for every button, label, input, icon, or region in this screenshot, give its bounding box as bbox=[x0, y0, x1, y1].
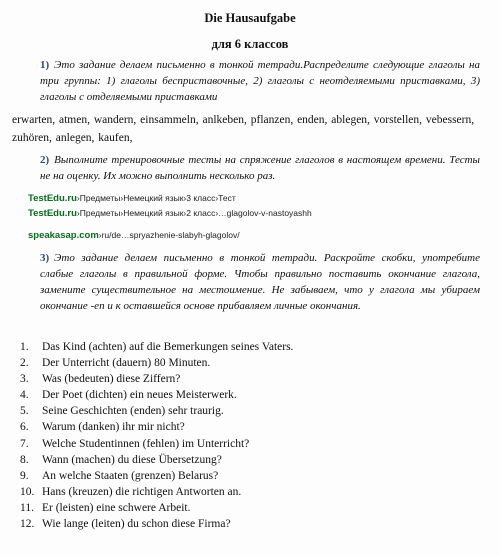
item-number: 7. bbox=[20, 437, 29, 450]
item-number: 4. bbox=[20, 389, 29, 402]
item-number: 10. bbox=[20, 485, 35, 498]
item-text: Wie lange (leiten) du schon diese Firma? bbox=[42, 518, 231, 531]
list-item bbox=[20, 387, 480, 403]
item-number: 2. bbox=[20, 357, 29, 370]
task-1 bbox=[40, 57, 480, 105]
item-text: Der Unterricht (dauern) 80 Minuten. bbox=[42, 357, 211, 370]
verb-list: erwarten, atmen, wandern, einsammeln, anlkeben, pflanzen, enden, ablegen, vorstellen, vebessern, zuhören, anlegen, kaufen, bbox=[12, 114, 475, 144]
item-text: Er (leisten) eine schwere Arbeit. bbox=[42, 501, 191, 514]
link-site: TestEdu.ru bbox=[28, 193, 77, 204]
task-3 bbox=[40, 250, 480, 314]
task-1-number: 1) bbox=[40, 59, 50, 71]
list-item bbox=[20, 500, 480, 516]
link-path: ›ru/de…spryazhenie-slabyh-glagolov/ bbox=[98, 230, 240, 240]
item-text: Wann (machen) du diese Übersetzung? bbox=[42, 453, 222, 466]
document-subtitle: для 6 классов bbox=[211, 37, 289, 51]
list-item bbox=[20, 484, 480, 500]
item-number: 1. bbox=[20, 341, 29, 353]
link-speakasap[interactable] bbox=[28, 230, 240, 241]
item-number: 9. bbox=[20, 469, 29, 482]
item-number: 8. bbox=[20, 453, 29, 466]
link-path: ›Предметы›Немецкий язык›2 класс›…glagolov-v-nastoyashh bbox=[76, 208, 312, 218]
task-2-number: 2) bbox=[40, 154, 50, 166]
link-site: speakasap.com bbox=[28, 230, 99, 241]
list-item bbox=[20, 339, 480, 355]
list-item bbox=[20, 419, 480, 435]
list-item bbox=[20, 371, 480, 387]
item-text: Seine Geschichten (enden) sehr traurig. bbox=[42, 405, 224, 418]
link-path: ›Предметы›Немецкий язык›3 класс›Тест bbox=[76, 193, 236, 203]
link-site: TestEdu.ru bbox=[28, 208, 77, 219]
task-2 bbox=[40, 152, 480, 184]
item-text: Das Kind (achten) auf die Bemerkungen seines Vaters. bbox=[42, 341, 294, 353]
item-number: 3. bbox=[20, 373, 29, 386]
item-number: 6. bbox=[20, 421, 29, 434]
item-text: Was (bedeuten) diese Ziffern? bbox=[42, 373, 181, 386]
item-text: Der Poet (dichten) ein neues Meisterwerk. bbox=[42, 389, 237, 402]
list-item bbox=[20, 516, 480, 532]
item-number: 5. bbox=[20, 405, 29, 418]
item-text: An welche Staaten (grenzen) Belarus? bbox=[42, 469, 219, 482]
document-title: Die Hausaufgabe bbox=[204, 11, 296, 25]
link-testedu-3[interactable] bbox=[28, 193, 236, 204]
task-1-text: Это задание делаем письменно в тонкой тетради.Распределите следующие глаголы на три группы: 1) глаголы бесприставочные, 2) глаголы с неотделяемыми приставками, 3) глаголы с отделяемыми приставками bbox=[40, 59, 480, 103]
item-text: Hans (kreuzen) die richtigen Antworten an. bbox=[42, 485, 242, 498]
task-2-text: Выполните тренировочные тесты на спряжение глаголов в настоящем времени. Тесты не на оценку. Их можно выполнить несколько раз. bbox=[40, 154, 480, 182]
item-number: 11. bbox=[20, 501, 34, 514]
list-item bbox=[20, 403, 480, 419]
sentence-list bbox=[20, 339, 480, 532]
task-3-number: 3) bbox=[40, 252, 50, 264]
task-3-text: Это задание делаем письменно в тонкой тетради. Раскройте скобки, употребите слабые глаголы в правильной форме. Чтобы правильно поставить окончание глагола, замените существительное на местоимение. Не забываем, что у глагола мы убираем окончание -en и к оставшейся основе прибавляем личные окончания. bbox=[40, 252, 480, 312]
item-number: 12. bbox=[20, 518, 35, 531]
list-item bbox=[20, 468, 480, 484]
link-testedu-2[interactable] bbox=[28, 208, 312, 219]
list-item bbox=[20, 452, 480, 468]
list-item bbox=[20, 436, 480, 452]
item-text: Warum (danken) ihr mir nicht? bbox=[42, 421, 185, 434]
list-item bbox=[20, 355, 480, 371]
item-text: Welche Studentinnen (fehlen) im Unterricht? bbox=[42, 437, 250, 450]
